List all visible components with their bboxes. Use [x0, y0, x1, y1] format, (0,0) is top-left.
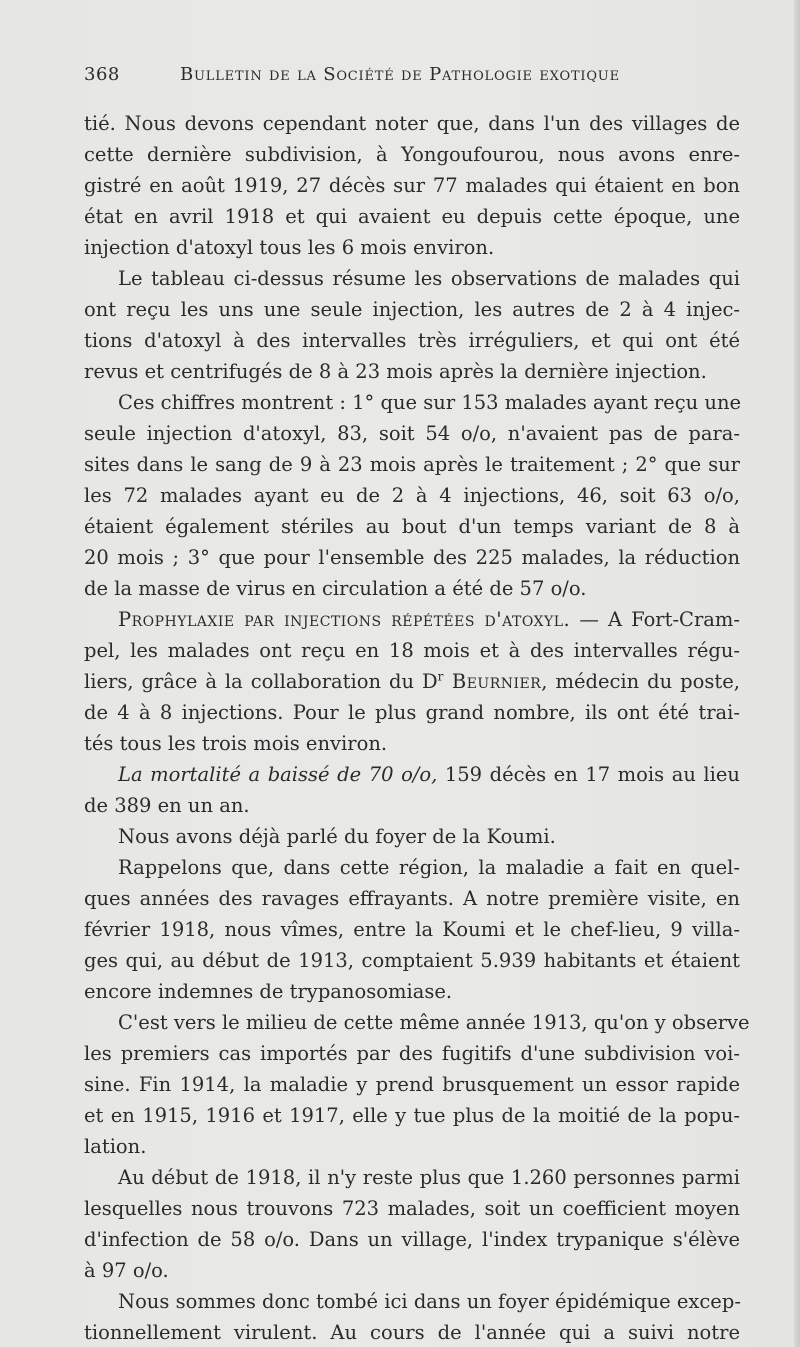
text-line: ges qui, au début de 1913, comptaient 5.939 habitants et étaient: [84, 949, 740, 972]
text-line: état en avril 1918 et qui avaient eu depuis cette époque, une: [84, 205, 740, 228]
text-line: lation.: [84, 1135, 147, 1158]
page-edge-shadow: [794, 0, 800, 1347]
text-line: les 72 malades ayant eu de 2 à 4 injections, 46, soit 63 o/o,: [84, 484, 740, 507]
text-line: ont reçu les uns une seule injection, les autres de 2 à 4 injec-: [84, 298, 740, 321]
text-line-mortalite: [84, 759, 740, 790]
text-line: tié. Nous devons cependant noter que, dans l'un des villages de: [84, 112, 740, 135]
text-fragment: — A Fort-Cram-: [570, 608, 741, 631]
text-line: sine. Fin 1914, la maladie y prend brusquement un essor rapide: [84, 1073, 740, 1096]
text-line: cette dernière subdivision, à Yongoufourou, nous avons enre-: [84, 143, 740, 166]
text-line-prophylaxie: [84, 604, 740, 635]
text-line: Rappelons que, dans cette région, la maladie a fait en quel-: [118, 856, 740, 879]
text-line: gistré en août 1919, 27 décès sur 77 malades qui étaient en bon: [84, 174, 740, 197]
text-line: injection d'atoxyl tous les 6 mois environ.: [84, 236, 495, 259]
text-line: de 4 à 8 injections. Pour le plus grand nombre, ils ont été trai-: [84, 701, 740, 724]
text-line: tions d'atoxyl à des intervalles très irréguliers, et qui ont été: [84, 329, 740, 352]
page-number: 368: [84, 64, 120, 85]
text-line: Nous avons déjà parlé du foyer de la Koumi.: [118, 825, 556, 848]
section-label: Prophylaxie par injections répétées d'atoxyl.: [118, 608, 571, 631]
text-line: tionnellement virulent. Au cours de l'année qui a suivi notre: [84, 1321, 740, 1344]
text-line: seule injection d'atoxyl, 83, soit 54 o/o, n'avaient pas de para-: [84, 422, 740, 445]
text-line: ques années des ravages effrayants. A notre première visite, en: [84, 887, 740, 910]
text-line: encore indemnes de trypanosomiase.: [84, 980, 453, 1003]
page-header: [84, 64, 744, 94]
text-line: à 97 o/o.: [84, 1259, 169, 1282]
italic-phrase: La mortalité a baissé de 70 o/o,: [118, 763, 438, 786]
text-line: Le tableau ci-dessus résume les observations de malades qui: [118, 267, 740, 290]
text-line: Nous sommes donc tombé ici dans un foyer épidémique excep-: [118, 1290, 741, 1313]
text-fragment: 159 décès en 17 mois au lieu: [437, 763, 740, 786]
text-line: étaient également stériles au bout d'un temps variant de 8 à: [84, 515, 740, 538]
text-fragment: , médecin du poste,: [541, 670, 740, 693]
text-fragment: liers, grâce à la collaboration du D: [84, 670, 438, 693]
text-line: février 1918, nous vîmes, entre la Koumi et le chef-lieu, 9 villa-: [84, 918, 740, 941]
text-line: les premiers cas importés par des fugitifs d'une subdivision voi-: [84, 1042, 740, 1065]
superscript: r: [437, 669, 444, 684]
text-line: tés tous les trois mois environ.: [84, 732, 388, 755]
running-head: Bulletin de la Société de Pathologie exotique: [180, 64, 620, 85]
text-line: sites dans le sang de 9 à 23 mois après le traitement ; 2° que sur: [84, 453, 740, 476]
text-line: lesquelles nous trouvons 723 malades, soit un coefficient moyen: [84, 1197, 740, 1220]
text-line-beurnier: [84, 666, 740, 697]
text-line: de la masse de virus en circulation a été de 57 o/o.: [84, 577, 587, 600]
text-line: de 389 en un an.: [84, 794, 250, 817]
text-line: et en 1915, 1916 et 1917, elle y tue plus de la moitié de la popu-: [84, 1104, 740, 1127]
text-line: C'est vers le milieu de cette même année 1913, qu'on y observe: [118, 1011, 750, 1034]
text-line: 20 mois ; 3° que pour l'ensemble des 225 malades, la réduction: [84, 546, 740, 569]
text-line: Ces chiffres montrent : 1° que sur 153 malades ayant reçu une: [118, 391, 742, 414]
text-line: revus et centrifugés de 8 à 23 mois après la dernière injection.: [84, 360, 707, 383]
text-line: Au début de 1918, il n'y reste plus que 1.260 personnes parmi: [118, 1166, 740, 1189]
body-text: [84, 108, 750, 1347]
text-line: pel, les malades ont reçu en 18 mois et à des intervalles régu-: [84, 639, 740, 662]
text-line: d'infection de 58 o/o. Dans un village, l'index trypanique s'élève: [84, 1228, 740, 1251]
person-name: Beurnier: [443, 670, 542, 693]
